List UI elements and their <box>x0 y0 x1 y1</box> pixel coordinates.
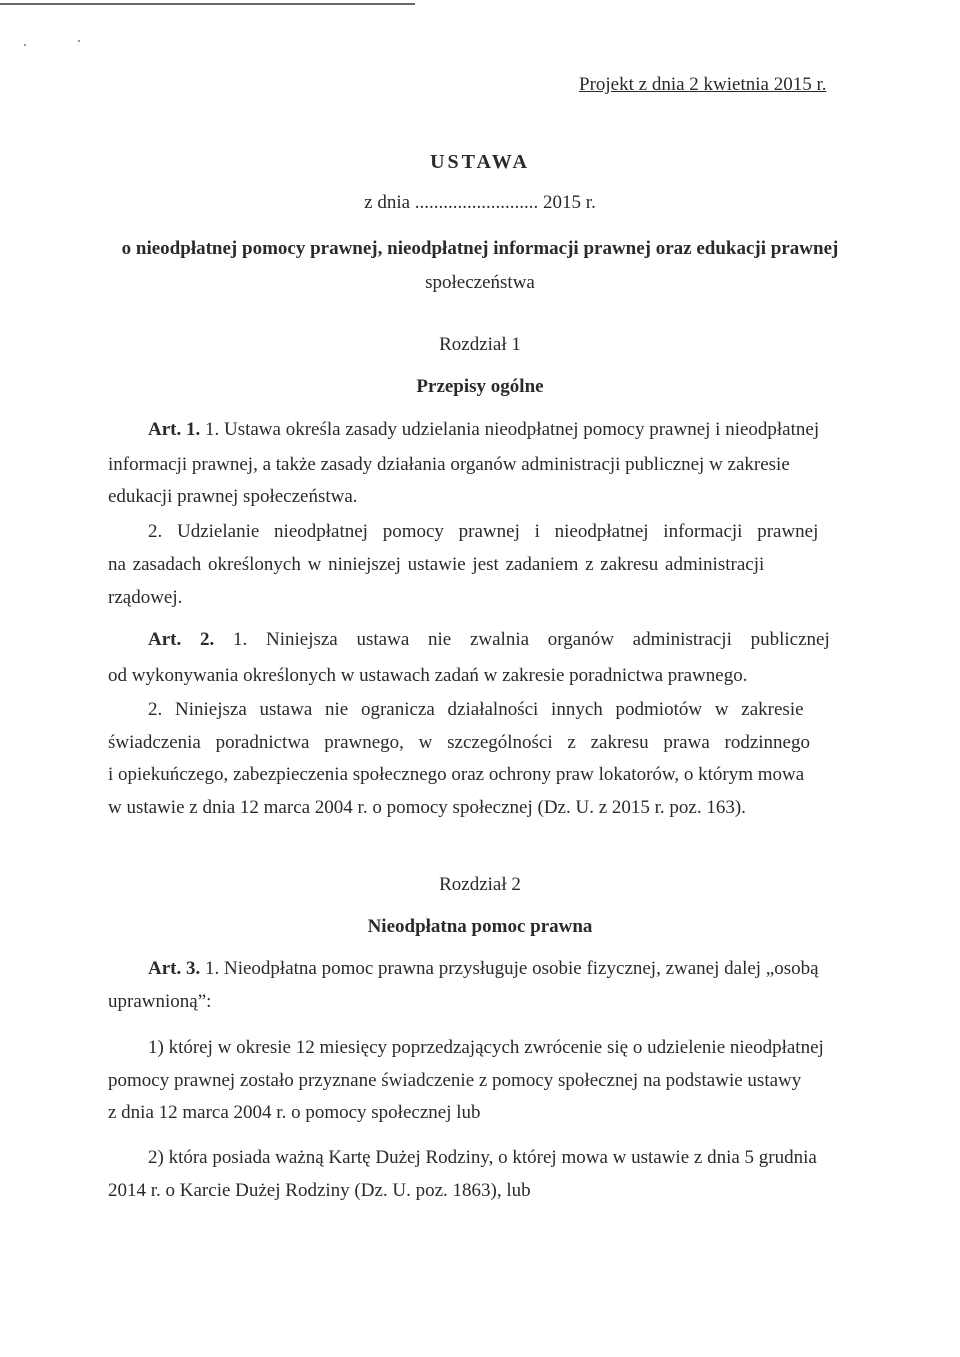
act-date-line: z dnia .......................... 2015 r. <box>364 192 596 213</box>
art2-p2-line4: w ustawie z dnia 12 marca 2004 r. o pomocy społecznej (Dz. U. z 2015 r. poz. 163). <box>108 797 746 818</box>
act-subject-line1: o nieodpłatnej pomocy prawnej, nieodpłatnej informacji prawnej oraz edukacji prawnej <box>121 238 839 259</box>
art1-p1-line2: informacji prawnej, a także zasady działania organów administracji publicznej w zakresie <box>108 454 790 475</box>
art1-p2-line1: 2. Udzielanie nieodpłatnej pomocy prawnej i nieodpłatnej informacji prawnej <box>148 521 819 542</box>
art1-label: Art. 1. <box>148 419 201 440</box>
chapter1-title: Przepisy ogólne <box>416 376 544 397</box>
art3-p1-line2: uprawnioną”: <box>108 991 212 1012</box>
art1-p2-line3: rządowej. <box>108 587 183 608</box>
art1-p1-line3: edukacji prawnej społeczeństwa. <box>108 486 358 507</box>
art2-p2-line1: 2. Niniejsza ustawa nie ogranicza działalności innych podmiotów w zakresie <box>148 699 804 720</box>
art3-item1-line1: 1) której w okresie 12 miesięcy poprzedzających zwrócenie się o udzielenie nieodpłatnej <box>148 1037 824 1058</box>
scan-speck <box>24 44 26 46</box>
art3-p1-line1: 1. Nieodpłatna pomoc prawna przysługuje osobie fizycznej, zwanej dalej „osobą <box>204 958 819 979</box>
art2-p2-line2: świadczenia poradnictwa prawnego, w szczególności z zakresu prawa rodzinnego <box>108 732 810 753</box>
act-subject-line2: społeczeństwa <box>425 272 535 293</box>
art2-label: Art. 2. <box>148 629 215 650</box>
draft-date-note: Projekt z dnia 2 kwietnia 2015 r. <box>579 74 827 95</box>
art3-item1-line3: z dnia 12 marca 2004 r. o pomocy społecznej lub <box>108 1102 481 1123</box>
art2-p1-line1: 1. Niniejsza ustawa nie zwalnia organów administracji publicznej <box>232 629 830 650</box>
scan-speck <box>78 40 80 42</box>
art2-p1-line2: od wykonywania określonych w ustawach zadań w zakresie poradnictwa prawnego. <box>108 665 748 686</box>
chapter1-heading: Rozdział 1 <box>439 334 521 355</box>
art3-item2-line1: 2) która posiada ważną Kartę Dużej Rodziny, o której mowa w ustawie z dnia 5 grudnia <box>148 1147 817 1168</box>
art3-label: Art. 3. <box>148 958 201 979</box>
art3-item1-line2: pomocy prawnej zostało przyznane świadczenie z pomocy społecznej na podstawie ustawy <box>108 1070 802 1091</box>
art2-p2-line3: i opiekuńczego, zabezpieczenia społecznego oraz ochrony praw lokatorów, o którym mowa <box>108 764 805 785</box>
chapter2-title: Nieodpłatna pomoc prawna <box>367 916 593 937</box>
art1-p2-line2: na zasadach określonych w niniejszej ustawie jest zadaniem z zakresu administracji <box>108 554 765 575</box>
act-title: USTAWA <box>430 151 530 173</box>
art2-paragraph1 <box>148 628 830 652</box>
chapter2-heading: Rozdział 2 <box>439 874 521 895</box>
art3-item2-line2: 2014 r. o Karcie Dużej Rodziny (Dz. U. poz. 1863), lub <box>108 1180 531 1201</box>
art3-paragraph1 <box>148 957 819 981</box>
art1-p1-line1: 1. Ustawa określa zasady udzielania nieodpłatnej pomocy prawnej i nieodpłatnej <box>204 419 820 440</box>
scan-border-line <box>0 3 415 5</box>
art1-paragraph1 <box>148 418 819 442</box>
